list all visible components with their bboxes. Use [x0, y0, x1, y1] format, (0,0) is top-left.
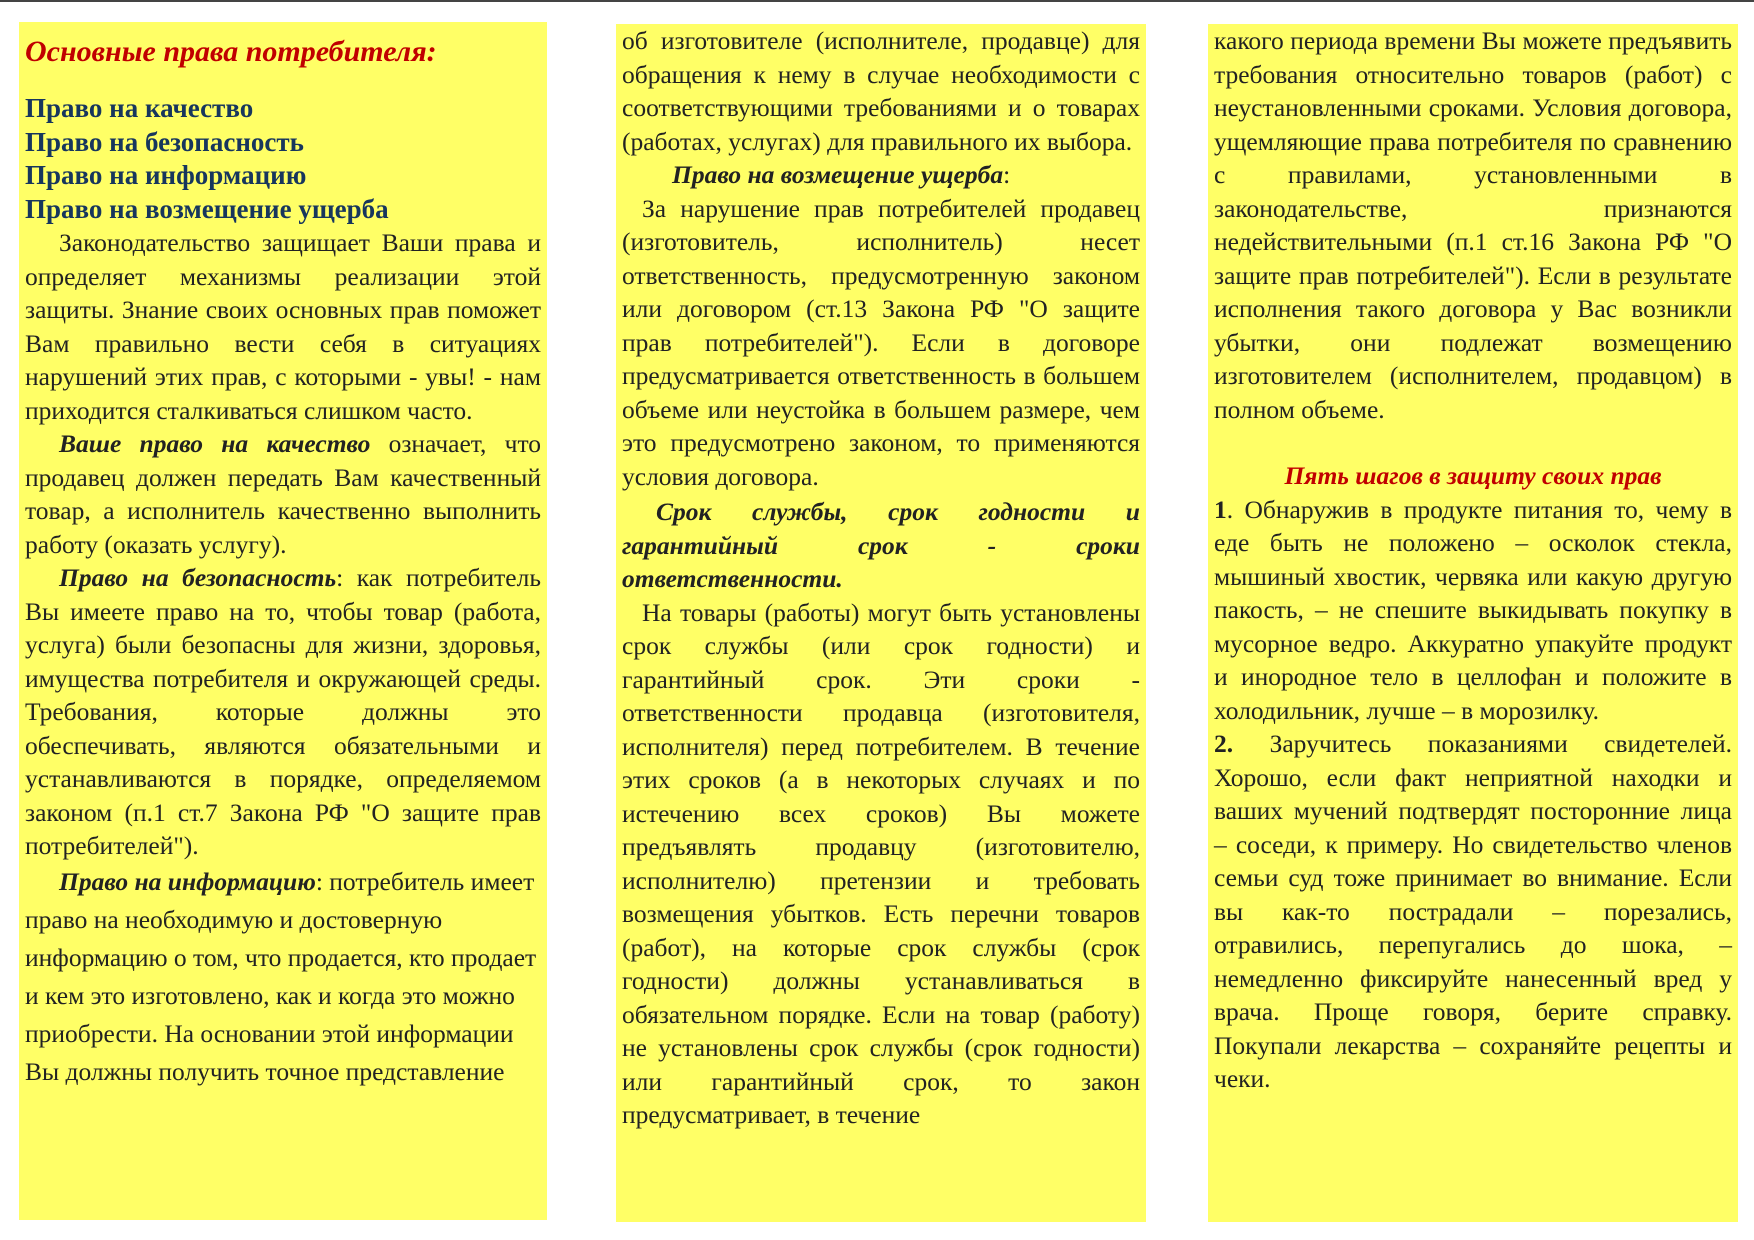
column-middle	[616, 24, 1146, 1222]
info-heading: Право на информацию	[59, 866, 316, 896]
step-2	[1214, 727, 1732, 1096]
top-border-line	[0, 0, 1754, 2]
terms-heading: Срок службы, срок годности и гарантийный срок - сроки ответственности.	[622, 497, 1140, 593]
step-2-number: 2.	[1214, 729, 1234, 758]
safety-paragraph	[25, 561, 541, 863]
terms-paragraph: На товары (работы) могут быть установлены срок службы (или срок годности) и гарантийный срок. Эти сроки - ответственности продавца (изготовителя, исполнителя) перед потребителем. В течение этих сроков (а в некоторых случаях и по истечению всех сроков) Вы можете предъявлять продавцу (изготовителю, исполнителю) претензии и требовать возмещения убытков. Есть перечни товаров (работ), на которые срок службы (срок годности) должны устанавливаться в обязательном порядке. Если на товар (работу) не установлены срок службы (срок годности) или гарантийный срок, то закон предусматривает, в течение	[622, 597, 1140, 1129]
safety-heading: Право на безопасность	[59, 563, 337, 592]
right-safety-heading: Право на безопасность	[25, 126, 304, 157]
damage-paragraph: За нарушение прав потребителей продавец (изготовитель, исполнитель) несет ответственность, предусмотренную законом или договором (ст.13 Закона РФ "О защите прав потребителей"). Если в договоре предусматривается ответственность в большем объеме или неустойка в большем размере, чем это предусмотрено законом, то применяются условия договора.	[622, 193, 1140, 491]
right-damage-heading: Право на возмещение ущерба	[25, 193, 389, 224]
quality-text: означает, что продавец должен передать Вам качественный товар, а исполнитель качественно выполнить работу (оказать услугу).	[25, 429, 541, 559]
step-2-text: Заручитесь показаниями свидетелей. Хорошо, если факт неприятной находки и ваших мучений подтвердят посторонние лица – соседи, к примеру. Но свидетельство членов семьи суд тоже принимает во внимание. Если вы как-то пострадали – порезались, отравились, перепугались до шока, – немедленно фиксируйте нанесенный вред у врача. Проще говоря, берите справку. Покупали лекарства – сохраняйте рецепты и чеки.	[1214, 729, 1732, 1093]
column-right	[1208, 24, 1738, 1222]
column-left	[19, 22, 547, 1220]
step-1-text: . Обнаружив в продукте питания то, чему в еде быть не положено – осколок стекла, мышиный хвостик, червяка или какую другую пакость, – не спешите выкидывать покупку в мусорное ведро. Аккуратно упакуйте продукт и инородное тело в целлофан и положите в холодильник, лучше – в морозилку.	[1214, 494, 1732, 725]
right-info-heading: Право на информацию	[25, 160, 307, 190]
terms-continuation: какого периода времени Вы можете предъявить требования относительно товаров (работ) с неустановленными сроками. Условия договора, ущемляющие права потребителя по сравнению с правилами, установленными в законодательстве, признаются недействительными (п.1 ст.16 Закона РФ "О защите прав потребителей"). Если в результате исполнения такого договора у Вас возникли убытки, они подлежат возмещению изготовителем (исполнителем, продавцом) в полном объеме.	[1214, 26, 1732, 424]
damage-heading-line	[622, 158, 1140, 192]
step-1-number: 1	[1214, 494, 1227, 524]
safety-text: : как потребитель Вы имеете право на то, чтобы товар (работа, услуга) были безопасны для жизни, здоровья, имущества потребителя и окружающей среды. Требования, которые должны это обеспечивать, являются обязательными и устанавливаются в порядке, определяемом законом (п.1 ст.7 Закона РФ "О защите прав потребителей").	[25, 563, 541, 860]
info-continuation: об изготовителе (исполнителе, продавце) для обращения к нему в случае необходимости с соответствующими требованиями и о товарах (работах, услугах) для правильного их выбора.	[622, 26, 1140, 156]
info-paragraph	[25, 863, 541, 1091]
damage-heading: Право на возмещение ущерба	[672, 160, 1004, 189]
info-text: : потребитель имеет право на необходимую и достоверную информацию о том, что продается, кто продает и кем это изготовлено, как и когда это можно приобрести. На основании этой информации Вы должны получить точное представление	[25, 866, 537, 1086]
quality-paragraph	[25, 427, 541, 561]
step-1	[1214, 493, 1732, 728]
right-quality-heading: Право на качество	[25, 93, 254, 123]
damage-heading-colon: :	[1003, 160, 1011, 189]
section-title: Основные права потребителя:	[25, 35, 437, 68]
intro-paragraph: Законодательство защищает Ваши права и определяет механизмы реализации этой защиты. Знание своих основных прав поможет Вам правильно вести себя в ситуациях нарушений этих прав, с которыми - увы! - нам приходится сталкиваться слишком часто.	[25, 228, 541, 425]
quality-heading: Ваше право на качество	[59, 429, 371, 458]
steps-title: Пять шагов в защиту своих прав	[1284, 461, 1662, 490]
